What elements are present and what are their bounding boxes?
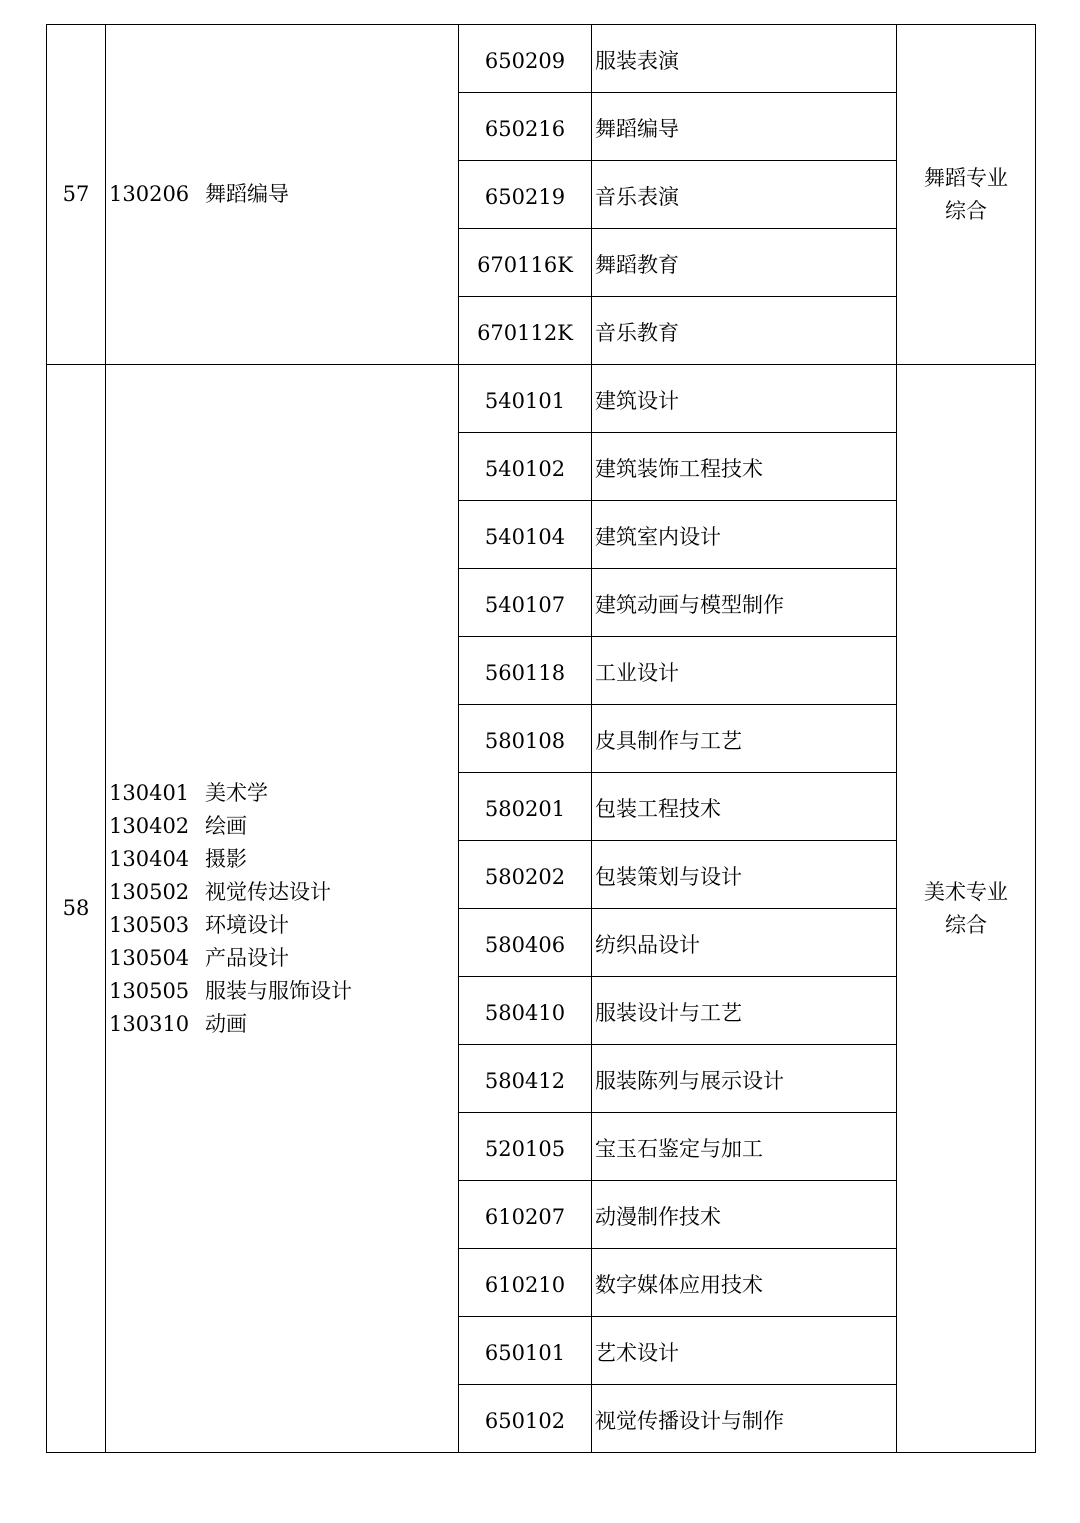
undergrad-major-line xyxy=(109,178,458,211)
table-row xyxy=(47,25,1036,93)
vocational-major-code: 650219 xyxy=(459,161,592,229)
table-body xyxy=(47,25,1036,1453)
group-index: 58 xyxy=(47,365,106,1453)
exam-subject-cell xyxy=(897,365,1036,1453)
major-mapping-table xyxy=(46,24,1036,1453)
vocational-major-code: 540102 xyxy=(459,433,592,501)
vocational-major-code: 540101 xyxy=(459,365,592,433)
vocational-major-code: 580410 xyxy=(459,977,592,1045)
undergrad-major-name: 服装与服饰设计 xyxy=(205,978,352,1003)
undergrad-major-line xyxy=(109,777,458,810)
undergrad-major-code: 130402 xyxy=(109,813,190,838)
undergrad-major-code: 130404 xyxy=(109,846,190,871)
undergrad-major-name: 动画 xyxy=(205,1011,247,1036)
vocational-major-name: 视觉传播设计与制作 xyxy=(592,1385,897,1453)
vocational-major-name: 包装策划与设计 xyxy=(592,841,897,909)
undergrad-majors-cell xyxy=(106,365,459,1453)
vocational-major-code: 610210 xyxy=(459,1249,592,1317)
vocational-major-name: 舞蹈编导 xyxy=(592,93,897,161)
vocational-major-code: 650102 xyxy=(459,1385,592,1453)
vocational-major-name: 建筑室内设计 xyxy=(592,501,897,569)
vocational-major-name: 纺织品设计 xyxy=(592,909,897,977)
vocational-major-name: 建筑动画与模型制作 xyxy=(592,569,897,637)
exam-subject: 舞蹈专业综合 xyxy=(924,165,1008,223)
undergrad-major-code: 130310 xyxy=(109,1011,190,1036)
vocational-major-code: 580412 xyxy=(459,1045,592,1113)
vocational-major-code: 670116K xyxy=(459,229,592,297)
vocational-major-code: 560118 xyxy=(459,637,592,705)
vocational-major-name: 服装陈列与展示设计 xyxy=(592,1045,897,1113)
vocational-major-name: 音乐教育 xyxy=(592,297,897,365)
undergrad-major-name: 环境设计 xyxy=(205,912,289,937)
undergrad-major-line xyxy=(109,942,458,975)
vocational-major-name: 舞蹈教育 xyxy=(592,229,897,297)
vocational-major-code: 650216 xyxy=(459,93,592,161)
exam-subject: 美术专业综合 xyxy=(924,879,1008,937)
undergrad-major-name: 绘画 xyxy=(205,813,247,838)
vocational-major-name: 服装表演 xyxy=(592,25,897,93)
vocational-major-code: 670112K xyxy=(459,297,592,365)
vocational-major-name: 皮具制作与工艺 xyxy=(592,705,897,773)
undergrad-major-code: 130206 xyxy=(109,182,190,206)
undergrad-major-line xyxy=(109,810,458,843)
undergrad-major-code: 130401 xyxy=(109,780,190,805)
undergrad-major-code: 130504 xyxy=(109,945,190,970)
undergrad-major-name: 舞蹈编导 xyxy=(205,182,289,206)
vocational-major-name: 音乐表演 xyxy=(592,161,897,229)
vocational-major-name: 艺术设计 xyxy=(592,1317,897,1385)
vocational-major-code: 540104 xyxy=(459,501,592,569)
vocational-major-code: 520105 xyxy=(459,1113,592,1181)
table-row xyxy=(47,365,1036,433)
undergrad-major-line xyxy=(109,1008,458,1041)
vocational-major-name: 建筑装饰工程技术 xyxy=(592,433,897,501)
undergrad-major-name: 产品设计 xyxy=(205,945,289,970)
group-index: 57 xyxy=(47,25,106,365)
vocational-major-code: 580201 xyxy=(459,773,592,841)
vocational-major-code: 580202 xyxy=(459,841,592,909)
undergrad-major-name: 美术学 xyxy=(205,780,268,805)
vocational-major-name: 工业设计 xyxy=(592,637,897,705)
vocational-major-name: 宝玉石鉴定与加工 xyxy=(592,1113,897,1181)
undergrad-major-line xyxy=(109,843,458,876)
vocational-major-code: 540107 xyxy=(459,569,592,637)
vocational-major-name: 数字媒体应用技术 xyxy=(592,1249,897,1317)
vocational-major-code: 580406 xyxy=(459,909,592,977)
vocational-major-code: 610207 xyxy=(459,1181,592,1249)
undergrad-majors-cell xyxy=(106,25,459,365)
vocational-major-name: 建筑设计 xyxy=(592,365,897,433)
vocational-major-name: 包装工程技术 xyxy=(592,773,897,841)
vocational-major-name: 动漫制作技术 xyxy=(592,1181,897,1249)
undergrad-major-line xyxy=(109,909,458,942)
vocational-major-name: 服装设计与工艺 xyxy=(592,977,897,1045)
undergrad-major-line xyxy=(109,975,458,1008)
undergrad-major-line xyxy=(109,876,458,909)
vocational-major-code: 650101 xyxy=(459,1317,592,1385)
undergrad-major-code: 130503 xyxy=(109,912,190,937)
undergrad-major-name: 视觉传达设计 xyxy=(205,879,331,904)
undergrad-major-name: 摄影 xyxy=(205,846,247,871)
undergrad-major-code: 130505 xyxy=(109,978,190,1003)
exam-subject-cell xyxy=(897,25,1036,365)
undergrad-major-code: 130502 xyxy=(109,879,190,904)
vocational-major-code: 580108 xyxy=(459,705,592,773)
vocational-major-code: 650209 xyxy=(459,25,592,93)
